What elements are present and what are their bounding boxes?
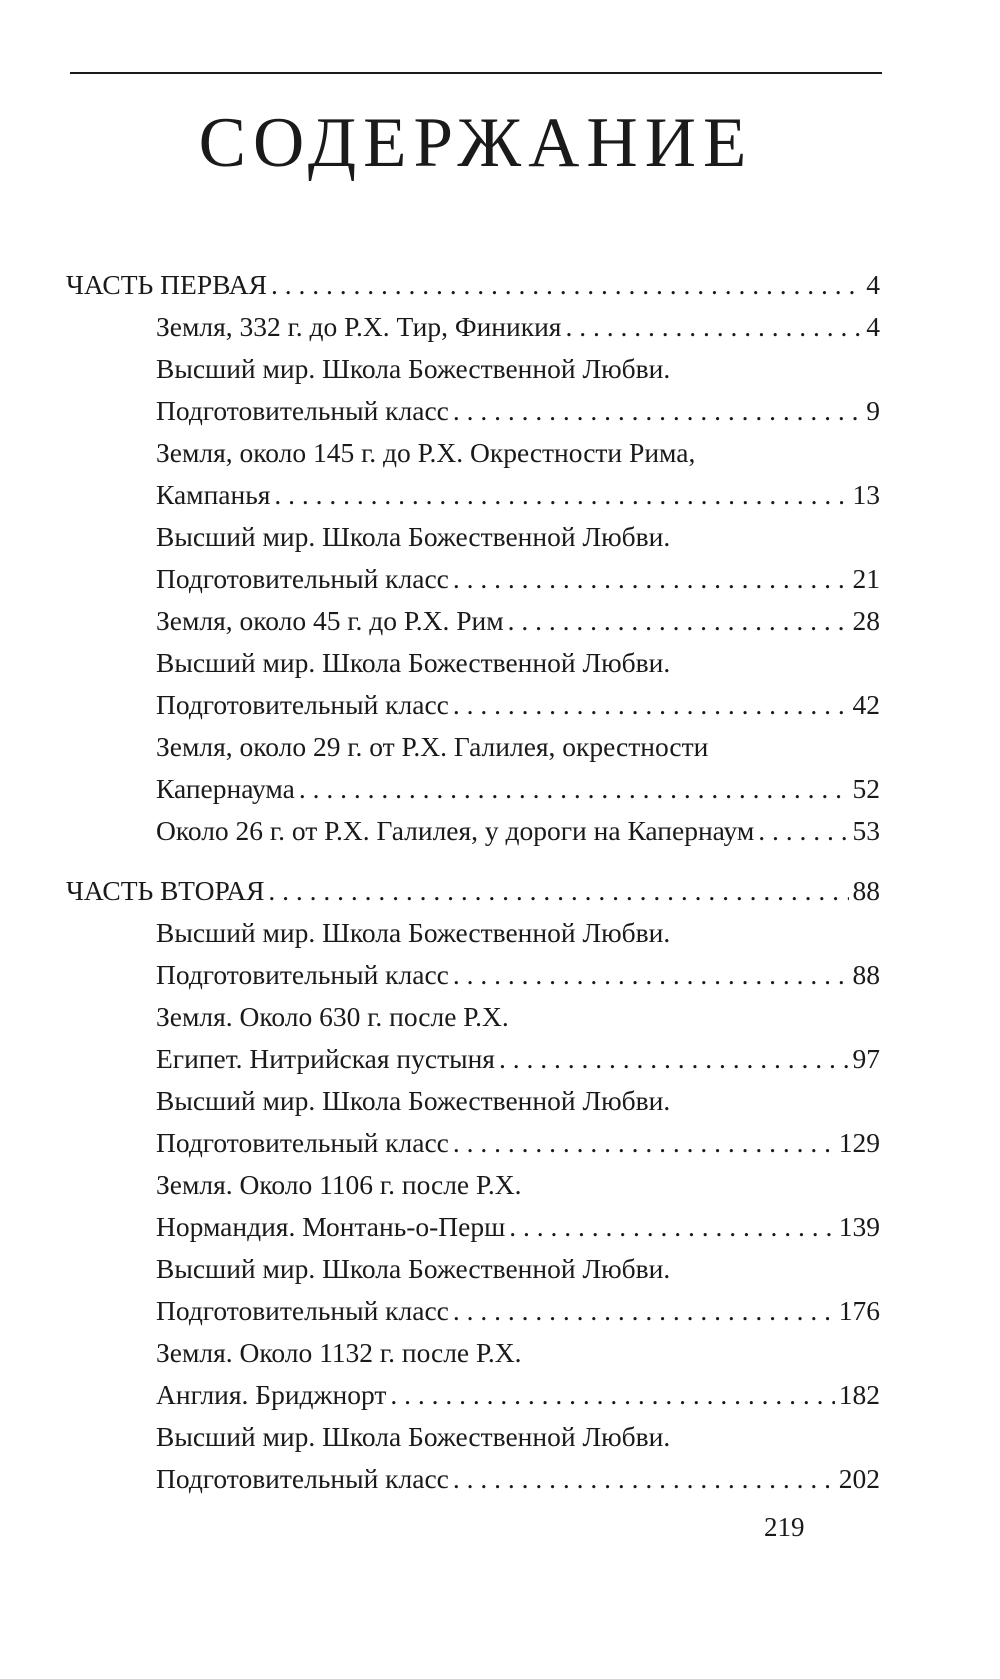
toc-entry-title: Египет. Нитрийская пустыня <box>156 1043 495 1074</box>
toc-page-number: 139 <box>838 1211 880 1242</box>
toc-entry <box>66 348 880 432</box>
toc-part-label: ЧАСТЬ ПЕРВАЯ <box>66 269 267 300</box>
toc-entry-line <box>156 1458 880 1500</box>
toc-entry <box>66 600 880 642</box>
toc-entry-line <box>156 474 880 516</box>
dot-leader <box>508 600 849 642</box>
toc-entry-line <box>156 390 880 432</box>
toc-page-number: 21 <box>852 563 880 594</box>
dot-leader <box>299 768 849 810</box>
toc-entry-line <box>156 1080 880 1122</box>
toc-entry <box>66 1248 880 1332</box>
toc-entry-title: Подготовительный класс <box>156 1295 449 1326</box>
toc-page-number: 13 <box>852 479 880 510</box>
dot-leader <box>271 264 862 306</box>
toc-entry-title: Подготовительный класс <box>156 395 449 426</box>
toc-entry <box>66 642 880 726</box>
toc-entry <box>66 1416 880 1500</box>
toc-page-number: 4 <box>866 311 880 342</box>
toc-entry-line <box>156 684 880 726</box>
toc-entry-line <box>156 1290 880 1332</box>
dot-leader <box>453 390 862 432</box>
toc-entry-line <box>156 306 880 348</box>
toc-entry-title: Англия. Бриджнорт <box>156 1379 387 1410</box>
dot-leader <box>758 810 848 852</box>
toc-page-number: 97 <box>852 1043 880 1074</box>
toc-page-number: 52 <box>852 773 880 804</box>
toc-entry-line <box>156 954 880 996</box>
toc-page-number: 9 <box>866 395 880 426</box>
toc-entry-title: Земля. Около 1106 г. после Р.Х. <box>156 1169 522 1200</box>
dot-leader <box>274 474 848 516</box>
page-number: 219 <box>764 1512 805 1542</box>
dot-leader <box>453 684 849 726</box>
toc-entry-line <box>156 726 880 768</box>
toc-entry-title: Земля. Около 630 г. после Р.Х. <box>156 1001 509 1032</box>
toc-entry-title: Земля, 332 г. до Р.Х. Тир, Финикия <box>156 311 562 342</box>
toc-entry <box>66 996 880 1080</box>
toc-entry-title: Земля. Около 1132 г. после Р.Х. <box>156 1337 522 1368</box>
dot-leader <box>509 1206 834 1248</box>
toc-entry-title: Земля, около 45 г. до Р.Х. Рим <box>156 605 504 636</box>
dot-leader <box>453 558 849 600</box>
toc-entry-line <box>156 1122 880 1164</box>
toc-entry-title: Подготовительный класс <box>156 563 449 594</box>
toc-entry-title: Высший мир. Школа Божественной Любви. <box>156 353 671 384</box>
toc-entry <box>66 1164 880 1248</box>
dot-leader <box>453 1290 835 1332</box>
toc-entry-title: Земля, около 145 г. до Р.Х. Окрестности Рима, <box>156 437 696 468</box>
dot-leader <box>453 1458 835 1500</box>
toc-entry-line <box>156 1416 880 1458</box>
toc-entry-title: Подготовительный класс <box>156 1463 449 1494</box>
toc-entry <box>66 516 880 600</box>
toc-page-number: 202 <box>838 1463 880 1494</box>
page-title: СОДЕРЖАНИЕ <box>198 104 754 182</box>
toc-part-heading <box>66 264 880 306</box>
toc-entry-title: Высший мир. Школа Божественной Любви. <box>156 1253 671 1284</box>
dot-leader <box>390 1374 834 1416</box>
toc-page-number: 88 <box>852 875 880 906</box>
toc-entry-title: Высший мир. Школа Божественной Любви. <box>156 1085 671 1116</box>
toc-entry <box>66 810 880 852</box>
toc-entry-line <box>156 1164 880 1206</box>
toc-entry-title: Подготовительный класс <box>156 689 449 720</box>
toc-entry-line <box>156 996 880 1038</box>
toc-entry-title: Высший мир. Школа Божественной Любви. <box>156 1421 671 1452</box>
toc-entry-line <box>156 1374 880 1416</box>
table-of-contents <box>66 264 880 1500</box>
dot-leader <box>565 306 862 348</box>
toc-part-heading <box>66 870 880 912</box>
toc-entry-line <box>156 558 880 600</box>
toc-entry-line <box>156 768 880 810</box>
toc-entry-title: Высший мир. Школа Божественной Любви. <box>156 521 671 552</box>
toc-page-number: 28 <box>852 605 880 636</box>
toc-entry-line <box>156 1038 880 1080</box>
toc-entry-title: Около 26 г. от Р.Х. Галилея, у дороги на Капернаум <box>156 815 755 846</box>
toc-entry-line <box>156 1248 880 1290</box>
dot-leader <box>499 1038 849 1080</box>
toc-page-number: 53 <box>852 815 880 846</box>
toc-entry-title: Нормандия. Монтань-о-Перш <box>156 1211 506 1242</box>
toc-part-label: ЧАСТЬ ВТОРАЯ <box>66 875 265 906</box>
toc-entry-line <box>156 432 880 474</box>
toc-page-number: 176 <box>838 1295 880 1326</box>
top-rule <box>70 72 882 74</box>
toc-entry-line <box>156 642 880 684</box>
toc-entry-line <box>156 516 880 558</box>
toc-entry-line <box>156 600 880 642</box>
toc-entry-line <box>156 1206 880 1248</box>
toc-entry-title: Кампанья <box>156 479 271 510</box>
toc-entry-title: Высший мир. Школа Божественной Любви. <box>156 917 671 948</box>
toc-page-number: 182 <box>838 1379 880 1410</box>
toc-entry <box>66 912 880 996</box>
toc-entry <box>66 1332 880 1416</box>
toc-entry-line <box>156 810 880 852</box>
toc-entry-title: Земля, около 29 г. от Р.Х. Галилея, окрестности <box>156 731 709 762</box>
dot-leader <box>453 954 849 996</box>
toc-entry-line <box>156 912 880 954</box>
toc-page-number: 4 <box>866 269 880 300</box>
toc-page-number: 88 <box>852 959 880 990</box>
dot-leader <box>453 1122 835 1164</box>
toc-entry-line <box>156 1332 880 1374</box>
dot-leader <box>268 870 848 912</box>
toc-entry-title: Высший мир. Школа Божественной Любви. <box>156 647 671 678</box>
toc-entry <box>66 1080 880 1164</box>
toc-entry <box>66 726 880 810</box>
toc-entry-title: Подготовительный класс <box>156 1127 449 1158</box>
toc-entry-line <box>156 348 880 390</box>
toc-entry <box>66 306 880 348</box>
toc-page-number: 129 <box>838 1127 880 1158</box>
toc-page-number: 42 <box>852 689 880 720</box>
toc-entry-title: Подготовительный класс <box>156 959 449 990</box>
toc-entry <box>66 432 880 516</box>
toc-entry-title: Капернаума <box>156 773 295 804</box>
